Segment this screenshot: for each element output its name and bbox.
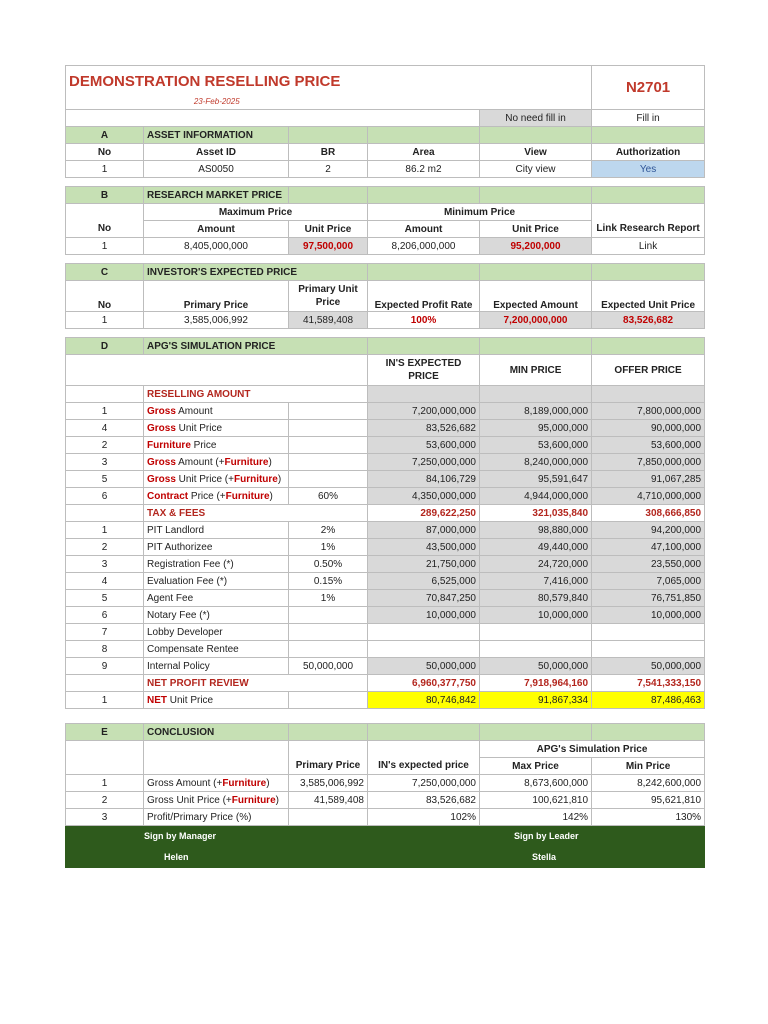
- legend-no-need-fill: No need fill in: [480, 110, 592, 127]
- sign-name-row: [66, 847, 705, 868]
- tax-row: 8 Compensate Rentee: [66, 641, 705, 658]
- research-report-link[interactable]: Link: [592, 238, 705, 255]
- section-b-title: RESEARCH MARKET PRICE: [144, 187, 289, 204]
- section-a-header: A ASSET INFORMATION: [66, 127, 705, 144]
- reselling-row: 5 Gross Unit Price (+Furniture) 84,106,729 95,591,647 91,067,285: [66, 471, 705, 488]
- document-code: N2701: [592, 66, 705, 110]
- table-row: 1 3,585,006,992 41,589,408 100% 7,200,000,000 83,526,682: [66, 312, 705, 329]
- asset-id: AS0050: [144, 161, 289, 178]
- section-a-title: ASSET INFORMATION: [144, 127, 289, 144]
- document-date: 23-Feb-2025: [66, 93, 368, 110]
- tax-row: 2 PIT Authorizee 1% 43,500,000 49,440,000 47,100,000: [66, 539, 705, 556]
- section-b-header: B RESEARCH MARKET PRICE: [66, 187, 705, 204]
- net-profit-title: NET PROFIT REVIEW: [144, 675, 368, 692]
- section-e-title: CONCLUSION: [144, 724, 289, 741]
- conclusion-row: 2 Gross Unit Price (+Furniture) 41,589,408 83,526,682 100,621,810 95,621,810: [66, 792, 705, 809]
- tax-row: 3 Registration Fee (*) 0.50% 21,750,000 24,720,000 23,550,000: [66, 556, 705, 573]
- authorization-cell[interactable]: Yes: [592, 161, 705, 178]
- tax-row: 9 Internal Policy 50,000,000 50,000,000 50,000,000 50,000,000: [66, 658, 705, 675]
- sheet-table: DEMONSTRATION RESELLING PRICE N2701 23-Feb-2025 No need fill in Fill in A ASSET INFORMATION No Asset ID BR Area View Authorization 1 AS0050 2 86.2 m2 City view Yes B RESEARCH MARKET PRICE Maximum Price Minimum Price No Amount Unit Price Amount Unit Price Link Research Report 1 8,405,000,000 97,500,000 8,206,000,000 95,200,000 Link C INVESTOR'S EXPECTED PRICE No Primary Price Primary Unit Price Expected Profit Rate Expected Amount Expected Unit Price 1 3,585,006,992 41,589,408 100% 7,200,000,000 83,526,682 D APG'S SIMULATION PRICE IN'S EXPECTED PRICE MIN PRICE OFFER PRICE RESELLING AMOUNT 1 Gross Amount 7,200,000,000 8,189,000,000 7,800,000,000 4 Gross Unit Price 83,526,682 95,000,000 90,000,000 2 Furniture Price 53,600,000 53,600,000 53,600,000 3 Gross Amount (+Furniture) 7,250,000,000 8,240,000,000 7,850,000,000 5 Gross Unit Price (+Furniture) 84,106,729 95,591,647 91,067,285 6 Contract Price (+Furniture) 60% 4,350,000,000 4,944,000,000 4,710,000,000 TAX & FEES 289,622,250 321,035,840 308,666,850 1 PIT Landlord 2% 87,000,000 98,880,000 94,200,000 2 PIT Authorizee 1% 43,500,000 49,440,000 47,100,000 3 Registration Fee (*) 0.50% 21,750,000 24,720,000 23,550,000 4 Evaluation Fee (*) 0.15% 6,525,000 7,416,000 7,065,000 5 Agent Fee 1% 70,847,250 80,579,840 76,751,850 6 Notary Fee (*) 10,000,000 10,000,000 10,000,000 7 Lobby Developer 8 Compensate Rentee 9 Internal Policy 50,000,000 50,000,000 50,000,000 50,000,000 NET PROFIT REVIEW 6,960,377,750 7,918,964,160 7,541,333,150 1 NET Unit Price 80,746,842 91,867,334 87,486,463 E CONCLUSION APG's Simulation Price Primary Price IN's expected price Max Price Min Price 1 Gross Amount (+Furniture) 3,585,006,992 7,250,000,000 8,673,600,000 8,242,600,000 2 Gross Unit Price (+Furniture) 41,589,408 83,526,682 100,621,810 95,621,810 3 Profit/Primary Price (%) 102% 142% 130% Sign by Manager Sign by Leader Helen Stella: [65, 65, 705, 868]
- table-row: 1 AS0050 2 86.2 m2 City view Yes: [66, 161, 705, 178]
- leader-name: Stella: [368, 847, 705, 868]
- page-title: DEMONSTRATION RESELLING PRICE: [66, 66, 592, 94]
- reselling-row: 4 Gross Unit Price 83,526,682 95,000,000 90,000,000: [66, 420, 705, 437]
- reselling-row: 6 Contract Price (+Furniture) 60% 4,350,000,000 4,944,000,000 4,710,000,000: [66, 488, 705, 505]
- tax-row: 5 Agent Fee 1% 70,847,250 80,579,840 76,751,850: [66, 590, 705, 607]
- section-d-title: APG'S SIMULATION PRICE: [144, 338, 368, 355]
- table-row: 1 8,405,000,000 97,500,000 8,206,000,000 95,200,000 Link: [66, 238, 705, 255]
- sign-by-manager-label: Sign by Manager: [66, 826, 368, 847]
- tax-row: 1 PIT Landlord 2% 87,000,000 98,880,000 94,200,000: [66, 522, 705, 539]
- reselling-row: 2 Furniture Price 53,600,000 53,600,000 53,600,000: [66, 437, 705, 454]
- section-d-header: D APG'S SIMULATION PRICE: [66, 338, 705, 355]
- section-a-columns: No Asset ID BR Area View Authorization: [66, 144, 705, 161]
- legend-fill-in: Fill in: [592, 110, 705, 127]
- sign-by-leader-label: Sign by Leader: [368, 826, 705, 847]
- reselling-row: 3 Gross Amount (+Furniture) 7,250,000,000 8,240,000,000 7,850,000,000: [66, 454, 705, 471]
- section-c-header: C INVESTOR'S EXPECTED PRICE: [66, 264, 705, 281]
- reselling-amount-title: RESELLING AMOUNT: [144, 386, 368, 403]
- tax-row: 7 Lobby Developer: [66, 624, 705, 641]
- table-row: 1 NET Unit Price 80,746,842 91,867,334 87,486,463: [66, 692, 705, 709]
- reselling-price-sheet: [65, 65, 704, 868]
- sign-row: [66, 826, 705, 847]
- tax-row: 6 Notary Fee (*) 10,000,000 10,000,000 10,000,000: [66, 607, 705, 624]
- manager-name: Helen: [66, 847, 368, 868]
- tax-fees-title: TAX & FEES: [144, 505, 368, 522]
- section-e-header: E CONCLUSION: [66, 724, 705, 741]
- conclusion-row: 3 Profit/Primary Price (%) 102% 142% 130%: [66, 809, 705, 826]
- section-c-title: INVESTOR'S EXPECTED PRICE: [144, 264, 368, 281]
- tax-row: 4 Evaluation Fee (*) 0.15% 6,525,000 7,416,000 7,065,000: [66, 573, 705, 590]
- conclusion-row: 1 Gross Amount (+Furniture) 3,585,006,992 7,250,000,000 8,673,600,000 8,242,600,000: [66, 775, 705, 792]
- reselling-row: 1 Gross Amount 7,200,000,000 8,189,000,000 7,800,000,000: [66, 403, 705, 420]
